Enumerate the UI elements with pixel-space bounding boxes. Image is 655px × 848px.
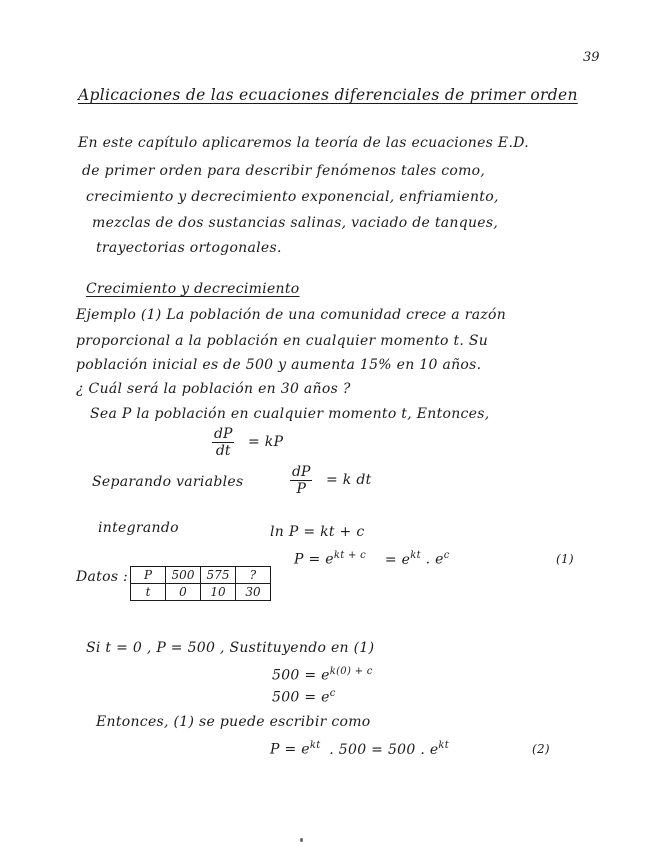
intro-line-4: mezclas de dos sustancias salinas, vaciado de tanques, [92,215,499,231]
integrating-line-2: $P = e^{kt + c} = e^{kt}$ . $e^c$ [294,550,450,568]
page-title: Aplicaciones de las ecuaciones diferenciales de primer orden [78,86,578,104]
intro-line-3: crecimiento y decrecimiento exponencial, enfriamiento, [86,189,499,205]
then-line: Entonces, (1) se puede escribir como [96,714,371,730]
datos-label: Datos : [76,569,129,585]
table-cell: P [131,567,166,584]
substitution-line: Si t = 0 , P = 500 , Sustituyendo en (1) [86,640,375,656]
table-cell: 0 [166,584,201,601]
scan-speck [300,838,303,842]
example-line-4: ¿ Cuál será la población en 30 años ? [76,381,351,397]
separating-rhs: = k dt [326,472,372,488]
example-line-3: población inicial es de 500 y aumenta 15% en 10 años. [76,357,482,373]
fraction-dp-p [290,464,312,497]
substitution-eq-b: $500 = e^c$ [272,688,336,706]
fraction-numerator: dP [214,426,233,442]
intro-line-2: de primer orden para describir fenómenos tales como, [82,163,486,179]
page-number: 39 [583,50,600,65]
example-line-2: proporcional a la población en cualquier momento t. Su [76,333,489,349]
fraction-denominator: P [296,481,306,497]
datos-table [130,566,271,601]
separating-label: Separando variables [92,474,244,490]
intro-line-5: trayectorias ortogonales. [96,240,282,256]
table-row [131,567,271,584]
table-row [131,584,271,601]
then-equation: $P = e^{kt}$ . 500 = 500 . $e^{kt}$ [270,740,450,758]
fraction-dp-dt [212,426,234,459]
substitution-eq-a: $500 = e^{k(0) + c}$ [272,666,373,684]
let-line: Sea P la población en cualquier momento t, Entonces, [90,406,490,422]
section-title: Crecimiento y decrecimiento [86,281,300,297]
equation-tag-1: (1) [556,552,574,566]
equation-1-rhs: = kP [248,434,284,450]
equation-tag-2: (2) [532,742,550,756]
table-cell: 30 [236,584,271,601]
table-cell: 10 [201,584,236,601]
intro-line-1: En este capítulo aplicaremos la teoría de las ecuaciones E.D. [78,135,529,151]
integrating-line-1: ln P = kt + c [270,524,365,540]
example-line-1: Ejemplo (1) La población de una comunidad crece a razón [76,307,507,323]
table-cell: t [131,584,166,601]
table-cell: 500 [166,567,201,584]
fraction-numerator: dP [292,464,311,480]
integrating-label: integrando [98,520,179,536]
table-cell: ? [236,567,271,584]
table-cell: 575 [201,567,236,584]
fraction-denominator: dt [215,443,231,459]
